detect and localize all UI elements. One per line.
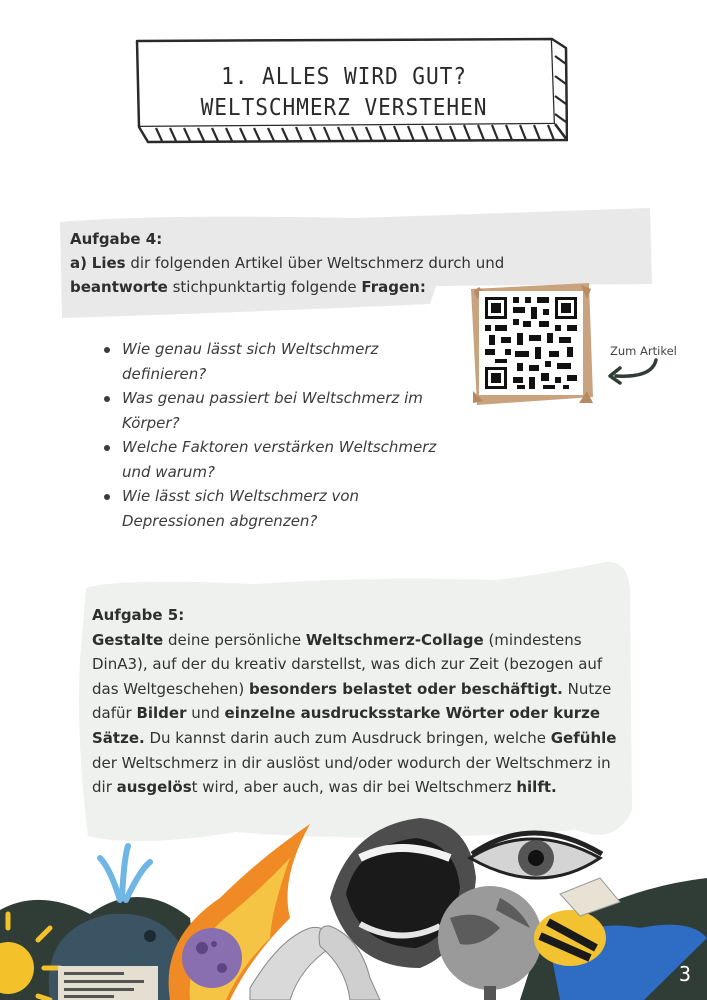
- page-number: 3: [678, 962, 691, 986]
- bullet-icon: [104, 347, 110, 353]
- qr-code[interactable]: [469, 281, 595, 407]
- title-line-2: WELTSCHMERZ VERSTEHEN: [200, 95, 488, 121]
- list-item: Welche Faktoren verstärken Weltschmerz und warum?: [104, 435, 449, 484]
- task4-heading: Aufgabe 4:: [70, 230, 163, 248]
- task4-instruction: a) Lies dir folgenden Artikel über Weltschmerz durch und beantworte stichpunktartig folgende Fragen:: [70, 254, 505, 296]
- task5-block: [92, 603, 622, 800]
- bullet-icon: [104, 494, 110, 500]
- task5-instruction: Gestalte deine persönliche Weltschmerz-Collage (mindestens DinA3), auf der du kreativ darstellst, was dich zur Zeit (bezogen auf das Weltgeschehen) besonders belastet oder beschäftigt. Nutze dafür Bilder und einzelne ausdrucksstarke Wörter oder kurze Sätze. Du kannst darin auch zum Ausdruck bringen, welche Gefühle der Weltschmerz in dir auslöst und/oder wodurch der Weltschmerz in dir ausgelöst wird, aber auch, was dir bei Weltschmerz hilft.: [92, 630, 617, 797]
- page-title: [151, 62, 537, 124]
- qr-caption: Zum Artikel: [610, 344, 677, 358]
- list-item: Was genau passiert bei Weltschmerz im Körper?: [104, 386, 449, 435]
- question-list: [104, 337, 449, 533]
- collage-illustration: [0, 818, 707, 1000]
- eye-icon: [470, 833, 602, 878]
- list-item: Wie genau lässt sich Weltschmerz definieren?: [104, 337, 449, 386]
- curved-arrow-icon: [604, 356, 660, 386]
- bullet-icon: [104, 445, 110, 451]
- title-line-1: 1. ALLES WIRD GUT?: [221, 64, 467, 90]
- task5-heading: Aufgabe 5:: [92, 606, 185, 624]
- title-box: [134, 36, 568, 148]
- bullet-icon: [104, 396, 110, 402]
- list-item: Wie lässt sich Weltschmerz von Depressionen abgrenzen?: [104, 484, 449, 533]
